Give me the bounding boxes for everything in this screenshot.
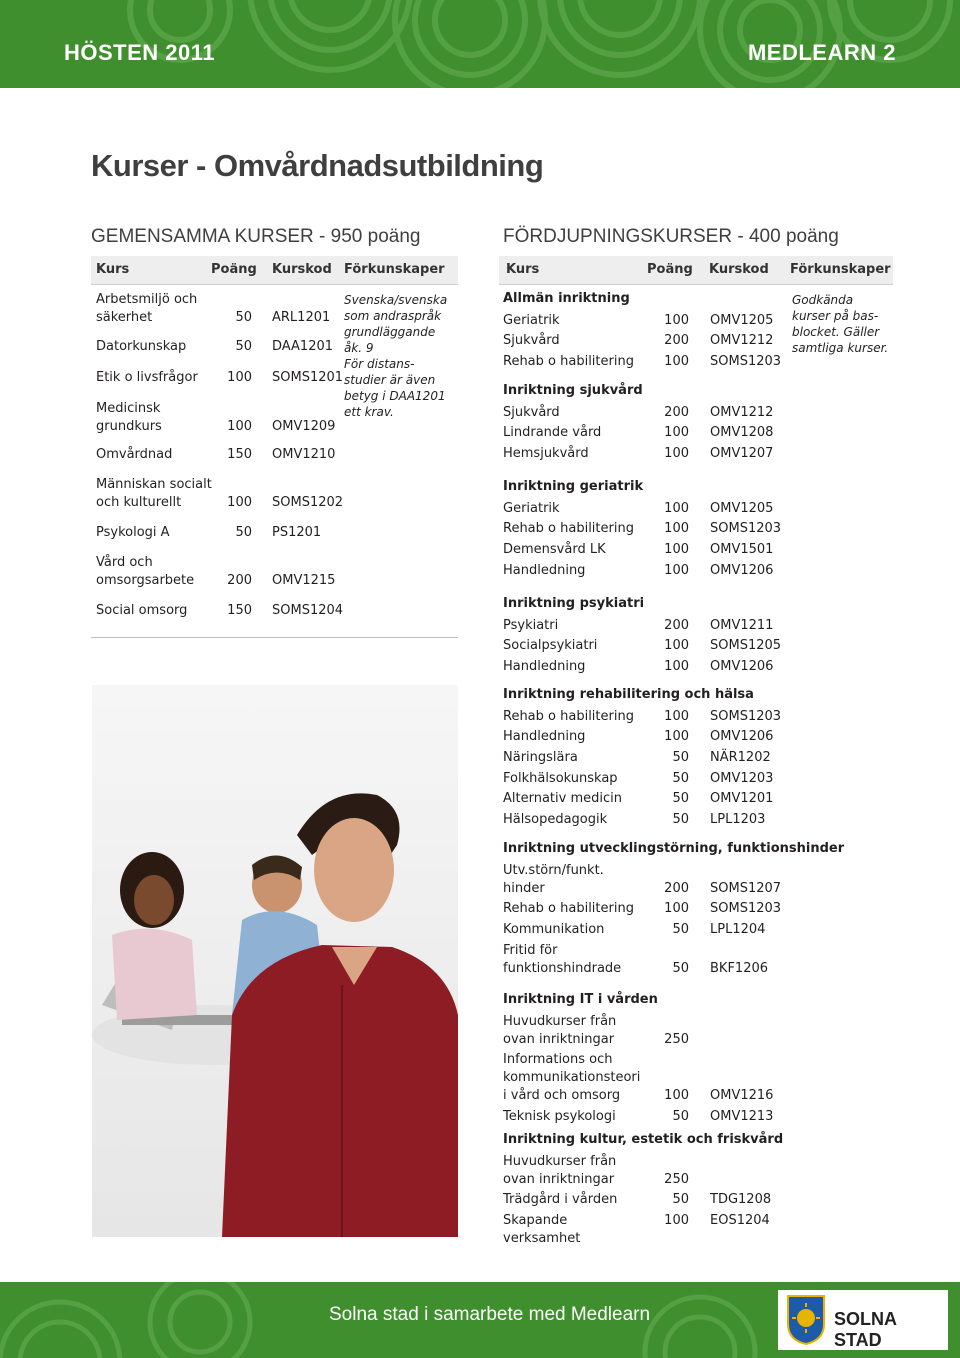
course-points: 100 [664,445,689,461]
table-row [503,445,793,463]
course-name: Rehab o habilitering [503,353,634,369]
course-name: omsorgsarbete [96,573,195,588]
table-row [96,554,336,590]
group-title: Inriktning kultur, estetik och friskvård [503,1132,784,1147]
course-code: OMV1208 [710,425,774,441]
course-points: 200 [664,617,689,633]
course-code: OMV1207 [710,445,774,461]
course-code: BKF1206 [710,960,769,976]
course-name: Arbetsmiljö och [96,292,198,307]
page-header [0,0,960,88]
course-code: OMV1210 [272,447,336,462]
col-kurs: Kurs [96,262,130,277]
coat-of-arms-icon [786,1294,826,1346]
course-code: SOMS1203 [710,521,782,537]
table-row [503,500,793,518]
course-code: OMV1206 [710,658,774,674]
course-name: Rehab o habilitering [503,521,634,537]
course-points: 100 [664,562,689,578]
course-name: Datorkunskap [96,339,187,354]
course-points: 50 [672,921,689,937]
course-code: SOMS1201 [272,370,344,385]
course-code: SOMS1205 [710,638,782,654]
table-row [503,708,793,726]
note-line: betyg i DAA1201 [344,389,446,403]
table-row [503,637,793,655]
note-line: blocket. Gäller [792,325,880,339]
course-name: Alternativ medicin [503,791,622,807]
course-code: NÄR1202 [710,749,771,765]
course-name: Psykologi A [96,525,170,540]
course-code: SOMS1203 [710,353,782,369]
table-row [503,353,793,371]
course-code: OMV1212 [710,333,774,349]
note-line: som andraspråk [344,309,442,323]
course-name: verksamhet [503,1230,581,1246]
course-name: Hemsjukvård [503,445,589,461]
course-name: kommunikationsteori [503,1070,641,1086]
advanced-courses-heading: FÖRDJUPNINGSKURSER - 400 poäng [503,226,839,247]
course-name: Huvudkurser från [503,1013,617,1029]
course-name: Fritid för [503,942,558,958]
course-name: Huvudkurser från [503,1153,617,1169]
course-name: Näringslära [503,749,578,765]
course-name: Hälsopedagogik [503,812,608,827]
note-line: kurser på bas- [792,309,879,323]
course-name: funktionshindrade [503,960,622,976]
course-name: Skapande [503,1212,568,1228]
table-row [503,424,793,442]
table-row [96,291,336,327]
table-row [96,369,344,387]
table-row [503,312,793,330]
note-line: åk. 9 [344,341,374,355]
table-row [503,520,793,538]
course-code: SOMS1203 [710,708,782,724]
course-code: EOS1204 [710,1212,770,1228]
course-points: 100 [664,312,689,328]
header-season: HÖSTEN 2011 [64,40,216,65]
course-points: 100 [664,638,689,654]
course-points: 50 [672,791,689,807]
col-kurskod: Kurskod [272,262,332,277]
course-name: Etik o livsfrågor [96,370,198,385]
course-code: OMV1211 [710,617,774,633]
divider [91,637,458,638]
table-row [503,790,793,808]
course-code: OMV1205 [710,500,774,516]
group-title: Inriktning geriatrik [503,479,644,494]
course-name: ovan inriktningar [503,1171,615,1187]
course-name: Utv.störn/funkt. [503,862,604,878]
course-points: 50 [672,1192,689,1208]
course-name: Omvårdnad [96,447,173,462]
group-title: Inriktning IT i vården [503,992,658,1007]
course-name: Handledning [503,729,586,745]
table-row [503,811,793,829]
course-points: 100 [227,495,252,510]
course-code: SOMS1207 [710,880,782,896]
page-title: Kurser - Omvårdnadsutbildning [91,148,544,183]
course-name: Vård och [96,555,153,570]
course-points: 50 [235,310,252,325]
course-code: LPL1204 [710,921,766,937]
course-code: PS1201 [272,525,322,540]
course-code: OMV1201 [710,791,774,807]
course-points: 100 [664,708,689,724]
table-row [503,862,793,898]
advanced-table-header [499,256,893,285]
table-row [503,1051,793,1105]
advanced-prerequisite-note [792,292,888,356]
common-courses-heading: GEMENSAMMA KURSER - 950 poäng [91,226,421,247]
solna-logo [778,1290,948,1350]
course-points: 250 [664,1171,689,1187]
course-points: 100 [664,901,689,917]
course-name: grundkurs [96,419,162,434]
course-code: SOMS1203 [710,901,782,917]
course-name: Rehab o habilitering [503,901,634,917]
col-forkunskaper: Förkunskaper [344,262,445,277]
course-points: 200 [664,404,689,420]
col-poang: Poäng [647,262,693,277]
course-points: 100 [664,1088,689,1104]
course-points: 200 [664,333,689,349]
note-line: samtliga kurser. [792,341,889,355]
table-row [96,338,336,356]
table-row [96,400,336,436]
header-brand: MEDLEARN 2 [747,40,896,65]
course-name: i vård och omsorg [503,1088,621,1104]
table-row [96,524,336,542]
course-points: 50 [235,525,252,540]
group-title: Inriktning sjukvård [503,383,643,398]
course-code: LPL1203 [710,812,766,827]
course-points: 50 [672,1108,689,1124]
course-points: 50 [672,812,689,827]
course-points: 200 [227,573,252,588]
group-title: Inriktning utvecklingstörning, funktionshinder [503,841,845,856]
table-row [503,1212,793,1248]
table-row [503,900,793,918]
students-photo [92,685,458,1237]
course-name: Handledning [503,658,586,674]
course-name: Geriatrik [503,312,560,328]
course-code: OMV1212 [710,404,774,420]
table-row [503,1108,793,1126]
table-row [503,728,793,746]
col-kurskod: Kurskod [709,262,769,277]
common-table-header [91,256,458,285]
course-points: 50 [672,749,689,765]
table-row [503,617,793,635]
note-line: grundläggande [344,325,436,339]
table-row [503,541,793,559]
col-poang: Poäng [211,262,257,277]
note-line: ett krav. [344,405,394,419]
note-line: Godkända [792,293,854,307]
course-points: 200 [664,880,689,896]
course-name: Medicinsk [96,401,161,416]
group-title: Inriktning rehabilitering och hälsa [503,687,754,702]
course-name: Handledning [503,562,586,578]
course-points: 100 [227,419,252,434]
course-code: ARL1201 [272,310,331,325]
course-points: 100 [664,500,689,516]
course-code: OMV1216 [710,1088,774,1104]
table-row [503,332,793,350]
table-row [96,602,344,620]
course-points: 100 [227,370,252,385]
course-code: SOMS1202 [272,495,344,510]
note-line: För distans- [344,357,415,371]
course-code: OMV1215 [272,573,336,588]
course-name: Trädgård i vården [503,1192,618,1208]
note-line: Svenska/svenska [344,293,448,307]
table-row [503,749,793,767]
course-code: TDG1208 [710,1192,772,1208]
course-code: OMV1213 [710,1108,774,1124]
course-code: OMV1206 [710,729,774,745]
table-row [503,921,793,939]
course-name: Psykiatri [503,617,559,633]
table-row [96,476,344,512]
prerequisite-note [344,292,447,420]
course-code: OMV1209 [272,419,336,434]
course-points: 100 [664,658,689,674]
course-name: Social omsorg [96,603,188,618]
course-name: Folkhälsokunskap [503,770,618,786]
table-row [503,770,793,788]
course-name: Informations och [503,1052,613,1068]
course-points: 100 [664,729,689,745]
table-row [503,942,793,978]
course-name: säkerhet [96,310,153,325]
course-points: 150 [227,447,252,462]
table-row [503,404,793,422]
course-name: Lindrande vård [503,425,602,441]
group-title: Allmän inriktning [503,291,630,306]
course-code: SOMS1204 [272,603,344,618]
course-name: Teknisk psykologi [503,1108,616,1124]
course-name: hinder [503,880,545,896]
course-code: OMV1205 [710,312,774,328]
course-name: Kommunikation [503,921,605,937]
table-row [503,658,793,676]
table-row [503,562,793,580]
footer-text: Solna stad i samarbete med Medlearn [329,1304,651,1325]
course-points: 150 [227,603,252,618]
course-name: Människan socialt [96,477,212,492]
course-name: Rehab o habilitering [503,708,634,724]
course-name: Socialpsykiatri [503,638,598,654]
course-name: Sjukvård [503,333,560,349]
group-title: Inriktning psykiatri [503,596,645,611]
table-row [503,1153,793,1189]
col-forkunskaper: Förkunskaper [790,262,891,277]
course-code: OMV1501 [710,541,774,557]
course-points: 50 [672,770,689,786]
table-row [503,1013,793,1049]
course-points: 250 [664,1031,689,1047]
course-points: 100 [664,353,689,369]
course-name: och kulturellt [96,495,182,510]
course-points: 100 [664,541,689,557]
course-points: 100 [664,1212,689,1228]
course-code: DAA1201 [272,339,334,354]
course-points: 100 [664,521,689,537]
course-name: Sjukvård [503,404,560,420]
table-row [503,1191,793,1209]
course-name: ovan inriktningar [503,1031,615,1047]
course-name: Demensvård LK [503,541,606,557]
note-line: studier är även [344,373,436,387]
course-points: 100 [664,425,689,441]
course-points: 50 [235,339,252,354]
col-kurs: Kurs [506,262,540,277]
course-code: OMV1203 [710,770,774,786]
course-code: OMV1206 [710,562,774,578]
course-points: 50 [672,960,689,976]
table-row [96,446,336,464]
page-footer [0,1282,960,1358]
course-name: Geriatrik [503,500,560,516]
logo-text: SOLNA STAD [834,1309,897,1350]
